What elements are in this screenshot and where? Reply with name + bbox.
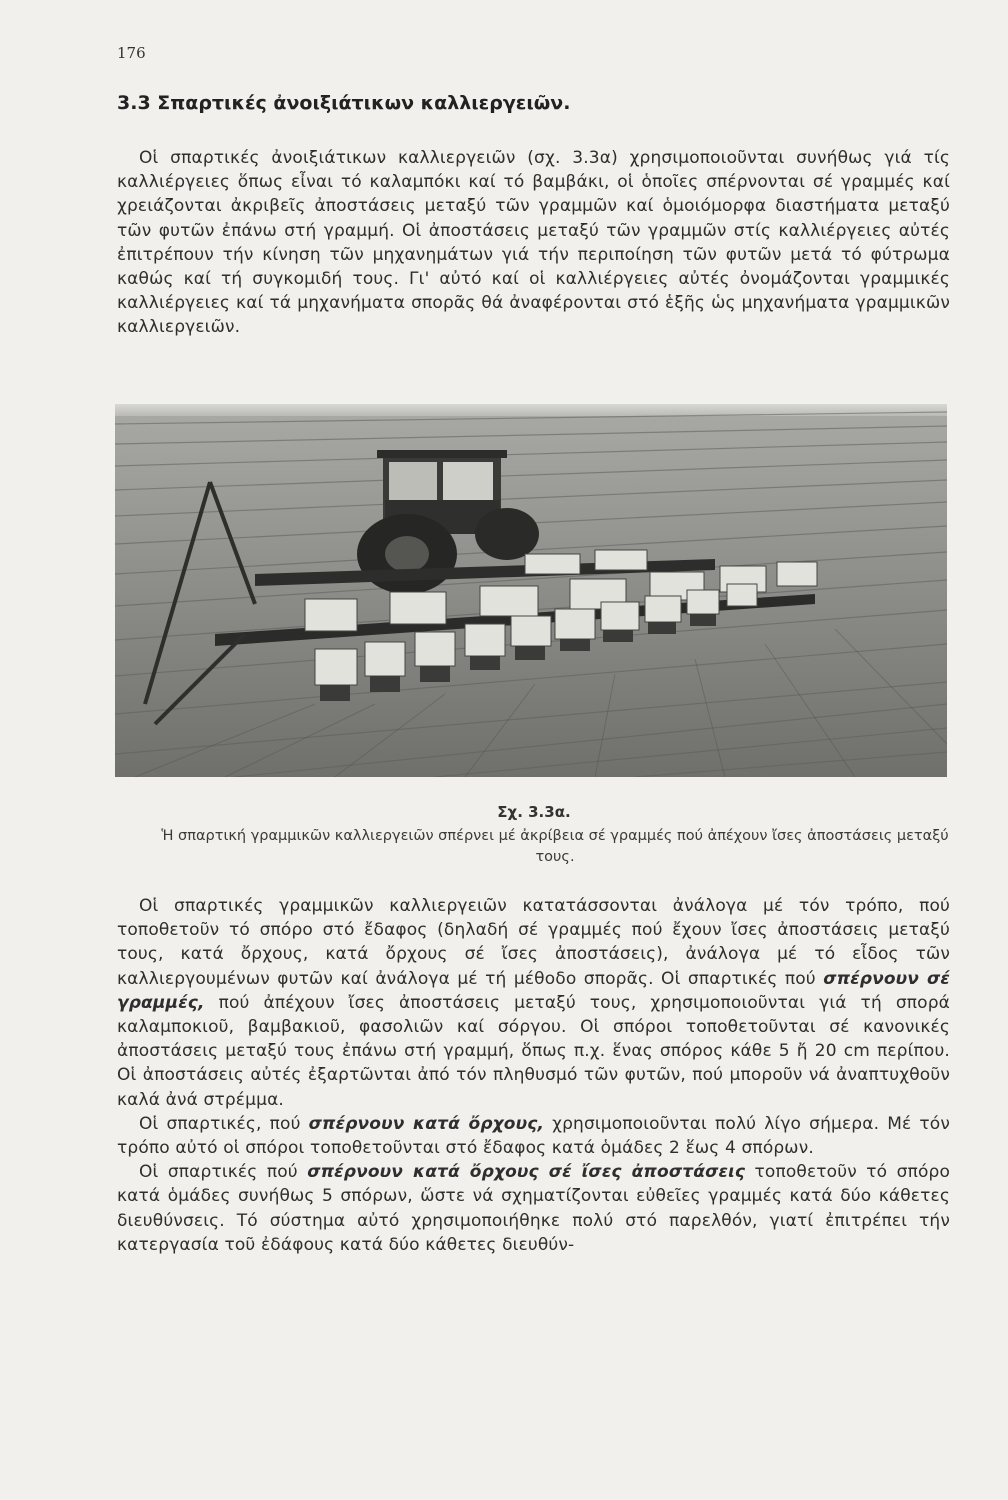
- paragraph-3-part2: χρησιμοποιοῦνται πολύ λίγο σήμερα. Μέ τόν τρόπο αὐτό οἱ σπόροι τοποθετοῦνται στό ἔδαφος κατά ὁμάδες 2 ἕως 4 σπόρων.: [117, 1113, 951, 1159]
- intro-paragraph: Οἱ σπαρτικές ἀνοιξιάτικων καλλιεργειῶν (σχ. 3.3α) χρησιμοποιοῦνται συνήθως γιά τίς καλλιέργειες ὅπως εἶναι τό καλαμπόκι καί τό βαμβάκι, οἱ ὁποῖες σπέρνονται σέ γραμμές καί χρειάζονται ἀκριβεῖς ἀποστάσεις μεταξύ τῶν γραμμῶν καί ὁμοιόμορφα διαστήματα μεταξύ τῶν φυτῶν ἐπάνω στή γραμμή. Οἱ ἀποστάσεις μεταξύ τῶν γραμμῶν στίς καλλιέργειες αὐτές ἐπιτρέπουν τήν κίνηση τῶν μηχανημάτων γιά τήν περιποίηση τῶν φυτῶν μετά τό φύτρωμα καθώς καί τή συγκομιδή τους. Γι' αὐτό καί οἱ καλλιέργειες αὐτές ὀνομάζονται γραμμικές καλλιέργειες καί τά μηχανήματα σπορᾶς θά ἀναφέρονται στό ἑξῆς ὡς μηχανήματα γραμμικῶν καλλιεργειῶν.: [117, 148, 950, 338]
- body-text: [117, 894, 950, 1257]
- intro-text: [117, 146, 950, 340]
- paragraph-2-emphasis: σπέρνουν σέ γραμμές,: [117, 968, 950, 1013]
- paragraph-4-part2: τοποθετοῦν τό σπόρο κατά ὁμάδες συνήθως 5 σπόρων, ὥστε νά σχηματίζονται εὐθεῖες γραμμές κατά δύο κάθετες διευθύνσεις. Τό σύστημα αὐτό χρησιμοποιήθηκε πολύ στό παρελθόν, γιατί ἐπιτρέπει τήν κατεργασία τοῦ ἐδάφους κατά δύο κάθετες διευθύν-: [117, 1162, 951, 1255]
- paragraph-3-emphasis: σπέρνουν κατά ὄρχους,: [308, 1113, 545, 1134]
- paragraph-2-part2: πού ἀπέχουν ἴσες ἀποστάσεις μεταξύ τους, χρησιμοποιοῦνται γιά τή σπορά καλαμποκιοῦ, βαμβακιοῦ, φασολιῶν καί σόργου. Οἱ σπόροι τοποθετοῦνται σέ κανονικές ἀποστάσεις μεταξύ τους ἐπάνω στή γραμμή, ὅπως π.χ. ἕνας σπόρος κάθε 5 ἤ 20 cm περίπου. Οἱ ἀποστάσεις αὐτές ἐξαρτῶνται ἀπό τόν πληθυσμό τῶν φυτῶν, πού μποροῦν νά ἀναπτυχθοῦν καλά ἀνά στρέμμα.: [117, 992, 950, 1110]
- paragraph-hill-planters: [117, 1112, 950, 1160]
- figure-photo-row-crop-planter: [115, 404, 947, 777]
- section-heading: 3.3 Σπαρτικές ἀνοιξιάτικων καλλιεργειῶν.: [117, 92, 571, 114]
- page-number: 176: [117, 44, 146, 62]
- paragraph-row-planters: [117, 894, 950, 1112]
- paragraph-3-part1: Οἱ σπαρτικές, πού: [139, 1113, 309, 1134]
- figure-caption: Ἡ σπαρτική γραμμικῶν καλλιεργειῶν σπέρνει μέ ἀκρίβεια σέ γραμμές πού ἀπέχουν ἴσες ἀποστάσεις μεταξύ τους.: [161, 828, 949, 865]
- paragraph-4-emphasis: σπέρνουν κατά ὄρχους σέ ἴσες ἀποστάσεις: [307, 1162, 746, 1183]
- figure-label: Σχ. 3.3α.: [497, 803, 571, 821]
- paragraph-check-row-planters: [117, 1160, 950, 1257]
- paragraph-4-part1: Οἱ σπαρτικές πού: [139, 1162, 308, 1183]
- paragraph-2-part1: Οἱ σπαρτικές γραμμικῶν καλλιεργειῶν κατατάσσονται ἀνάλογα μέ τόν τρόπο, πού τοποθετοῦν τό σπόρο στό ἔδαφος (δηλαδή σέ γραμμές πού ἔχουν ἴσες ἀποστάσεις μεταξύ τους, κατά ὄρχους, κατά ὄρχους σέ ἴσες ἀποστάσεις), ἀνάλογα μέ τό εἶδος τῶν καλλιεργουμένων φυτῶν καί ἀνάλογα μέ τή μέθοδο σπορᾶς. Οἱ σπαρτικές πού: [117, 896, 950, 989]
